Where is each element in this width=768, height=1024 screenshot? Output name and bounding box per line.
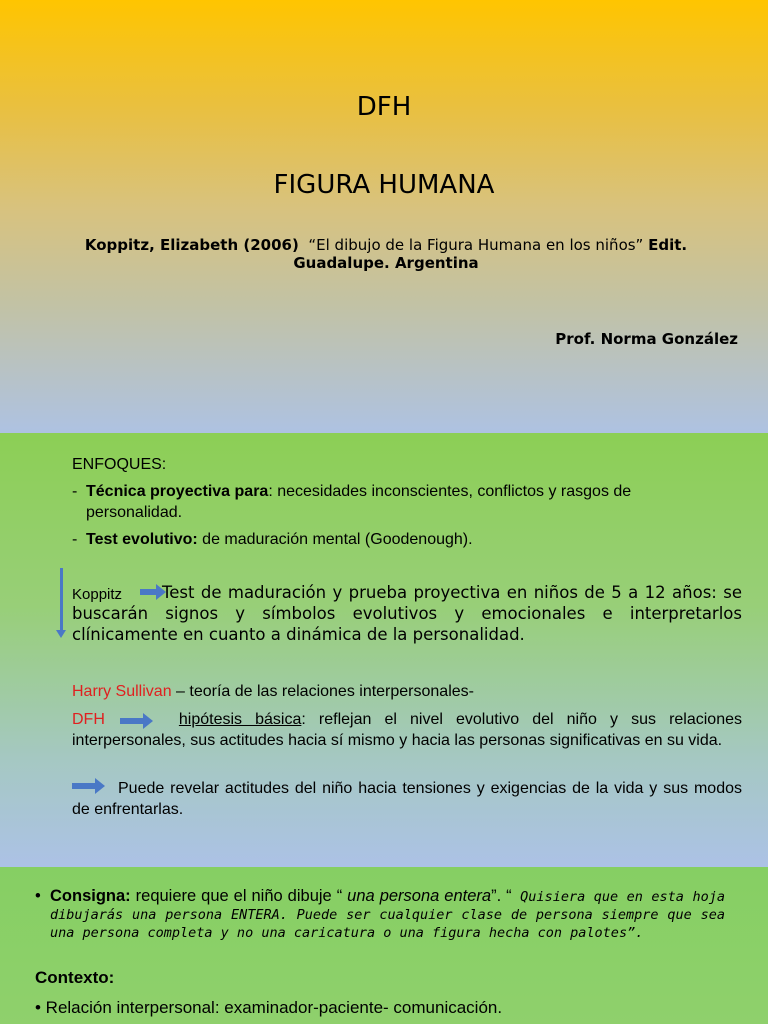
consigna-italic: una persona entera: [342, 887, 492, 905]
bullet1-text-a: : necesidades inconscientes, conflictos y rasgos de: [268, 483, 632, 500]
down-arrow-icon: [60, 568, 63, 634]
harry-text: – teoría de las relaciones interpersonales-: [171, 683, 474, 700]
bullet-dash: -: [72, 483, 78, 500]
slide-title-dfh: DFH: [356, 92, 412, 122]
dfh-hypothesis: [72, 709, 742, 751]
bullet-dot: •: [35, 887, 41, 905]
consigna-text: requiere que el niño dibuje “: [130, 887, 343, 905]
koppitz-label: Koppitz: [72, 586, 123, 603]
title-slide: [0, 0, 768, 433]
relacion-bullet: • Relación interpersonal: examinador-paciente- comunicación.: [35, 998, 503, 1017]
consigna-close: ”. “: [491, 887, 512, 905]
ref-author: Koppitz, Elizabeth (2006): [84, 236, 299, 254]
ref-publisher: Guadalupe. Argentina: [293, 254, 479, 272]
ref-edit: Edit.: [648, 236, 688, 254]
bullet1-text-b: personalidad.: [86, 504, 183, 521]
puede-revelar-text: Puede revelar actitudes del niño hacia tensiones y exigencias de la vida y sus modos de enfrentarlas.: [72, 780, 742, 818]
contexto-heading: Contexto:: [35, 968, 115, 987]
bullet2-bold: Test evolutivo:: [86, 531, 198, 548]
harry-name: Harry Sullivan: [72, 683, 172, 700]
dfh-text: : reflejan el nivel evolutivo del niño y sus relaciones interpersonales, sus actitudes hacia sí mismo y hacia las personas significativas en su vida.: [72, 711, 742, 749]
professor-name: Prof. Norma González: [555, 330, 738, 348]
bullet-dash: -: [72, 531, 78, 548]
consigna-label: Consigna:: [50, 887, 131, 905]
bullet-test-evolutivo: [72, 529, 742, 550]
enfoques-heading: ENFOQUES:: [72, 456, 167, 473]
dfh-label: DFH: [72, 711, 105, 728]
bullet2-text: de maduración mental (Goodenough).: [197, 531, 473, 548]
hipotesis-basica: hipótesis básica: [178, 711, 302, 728]
harry-sullivan-line: [72, 681, 474, 702]
bullet1-bold: Técnica proyectiva para: [86, 483, 269, 500]
consigna-quote: Quisiera que en esta hoja dibujarás una persona ENTERA. Puede ser cualquier clase de persona siempre que sea una persona completa y no una caricatura o una figura hecha con palotes”.: [50, 889, 725, 941]
down-arrow-tip-icon: [56, 630, 66, 638]
slide-title-figura-humana: FIGURA HUMANA: [273, 170, 495, 200]
bibliographic-reference: [60, 236, 712, 272]
right-arrow-icon: [120, 716, 154, 726]
bullet-tecnica-proyectiva: [72, 481, 742, 523]
consigna-bullet: [35, 888, 725, 942]
koppitz-description: Test de maduración y prueba proyectiva en niños de 5 a 12 años: se buscarán signos y símbolos evolutivos y emocionales e interpretarlos clínicamente en cuanto a dinámica de la personalidad.: [72, 583, 742, 644]
ref-quote: “El dibujo de la Figura Humana en los niños”: [308, 236, 644, 254]
